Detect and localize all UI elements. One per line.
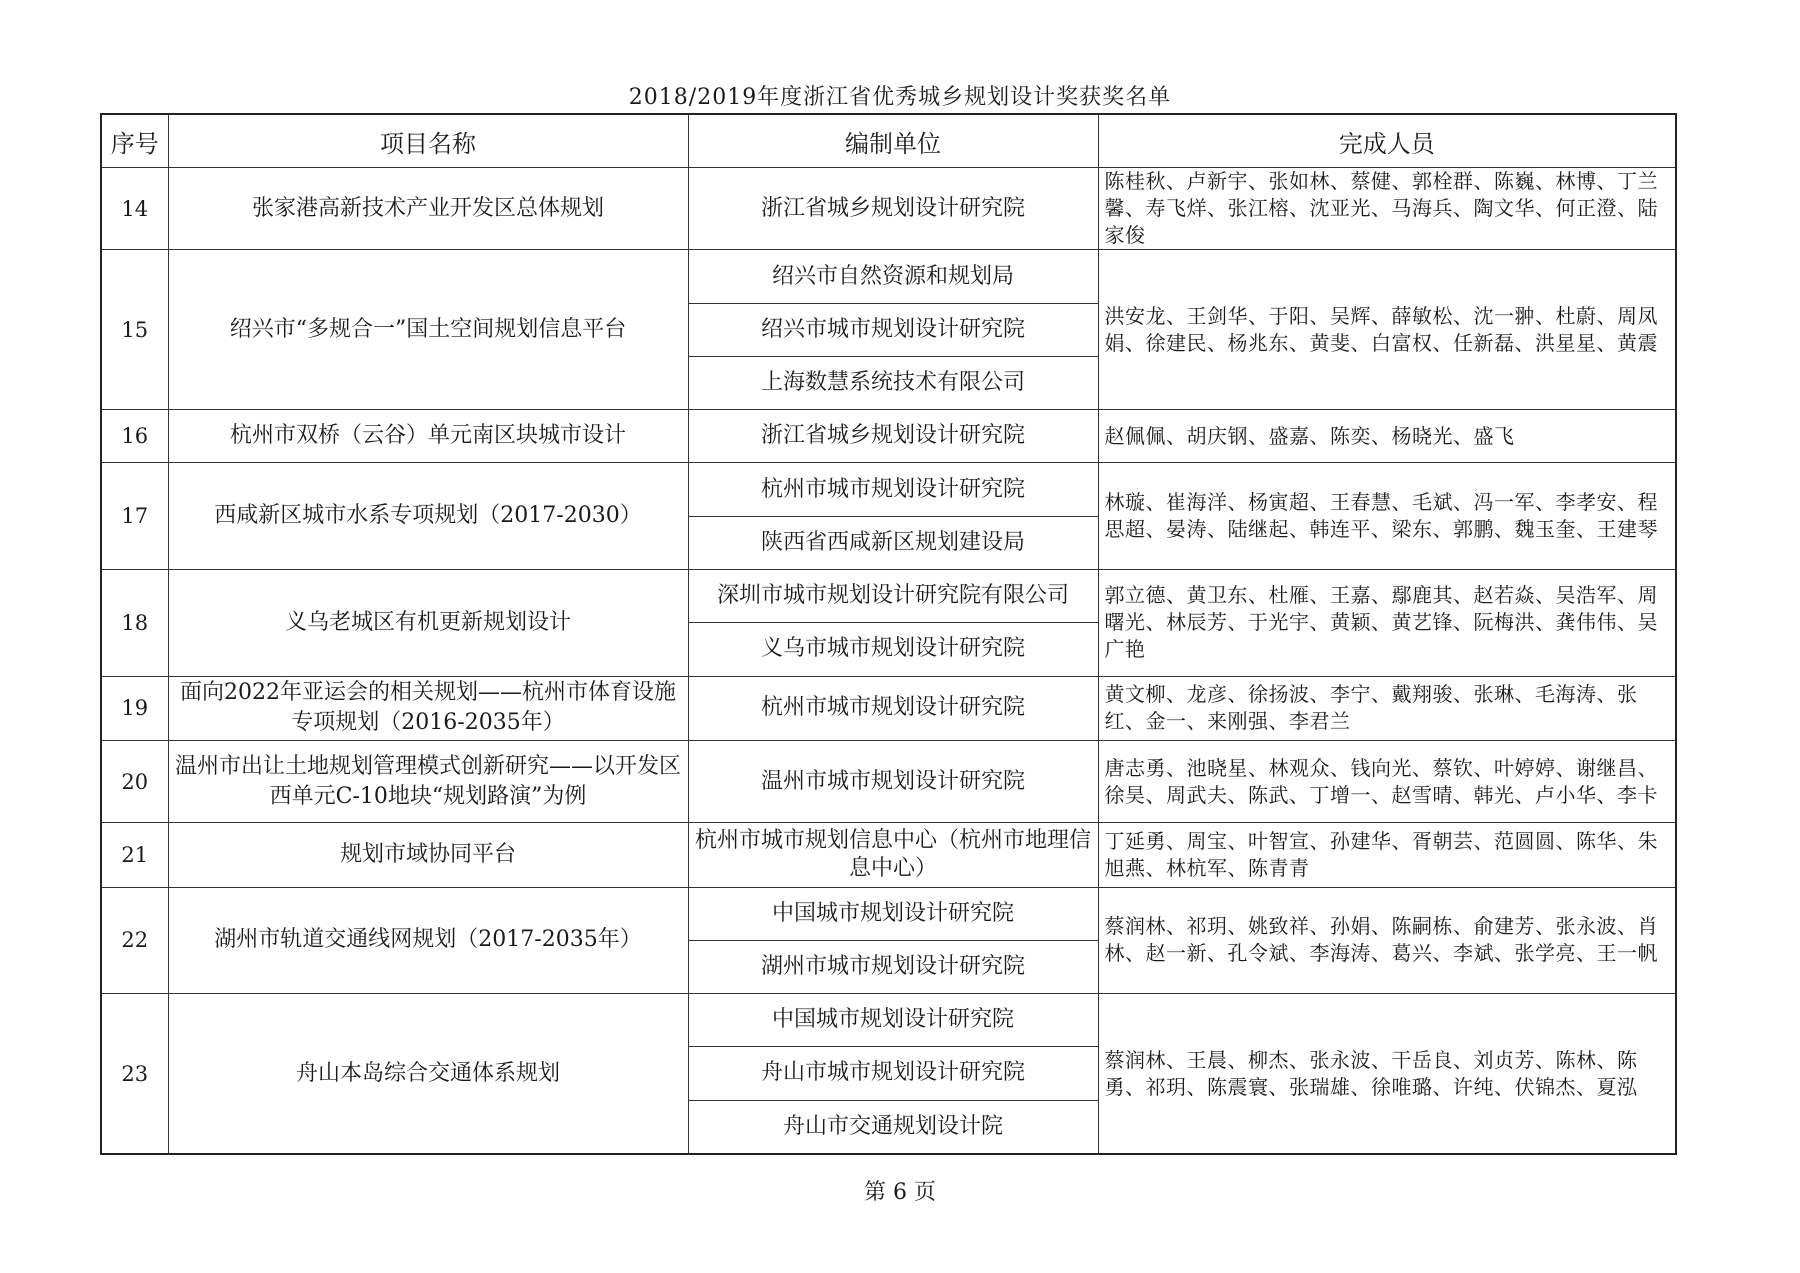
row-seq: 17 [101, 463, 168, 570]
row-unit: 浙江省城乡规划设计研究院 [688, 410, 1098, 463]
table-row [101, 887, 1676, 940]
table-row [101, 250, 1676, 303]
row-unit: 中国城市规划设计研究院 [688, 994, 1098, 1047]
table-row [101, 168, 1676, 250]
row-people: 唐志勇、池晓星、林观众、钱向光、蔡钦、叶婷婷、谢继昌、徐昊、周武夫、陈武、丁增一、赵雪晴、韩光、卢小华、李卡 [1098, 740, 1676, 822]
row-seq: 16 [101, 410, 168, 463]
row-people: 林璇、崔海洋、杨寅超、王春慧、毛斌、冯一军、李孝安、程思超、晏涛、陆继起、韩连平、梁东、郭鹏、魏玉奎、王建琴 [1098, 463, 1676, 570]
award-table [100, 113, 1677, 1155]
row-unit: 舟山市城市规划设计研究院 [688, 1047, 1098, 1100]
row-project: 杭州市双桥（云谷）单元南区块城市设计 [168, 410, 688, 463]
row-people: 黄文柳、龙彦、徐扬波、李宁、戴翔骏、张琳、毛海涛、张红、金一、来刚强、李君兰 [1098, 676, 1676, 740]
table-row [101, 410, 1676, 463]
document-title: 2018/2019年度浙江省优秀城乡规划设计奖获奖名单 [628, 85, 1172, 110]
row-seq: 15 [101, 250, 168, 410]
row-project: 西咸新区城市水系专项规划（2017-2030） [168, 463, 688, 570]
table-row [101, 676, 1676, 740]
row-unit: 杭州市城市规划信息中心（杭州市地理信息中心） [688, 823, 1098, 887]
row-unit: 浙江省城乡规划设计研究院 [688, 168, 1098, 250]
row-seq: 22 [101, 887, 168, 994]
row-seq: 23 [101, 994, 168, 1154]
row-people: 丁延勇、周宝、叶智宣、孙建华、胥朝芸、范圆圆、陈华、朱旭燕、林杭军、陈青青 [1098, 823, 1676, 887]
row-unit: 深圳市城市规划设计研究院有限公司 [688, 570, 1098, 623]
table-header-row [101, 114, 1676, 168]
row-people: 洪安龙、王剑华、于阳、吴辉、薛敏松、沈一翀、杜蔚、周凤娟、徐建民、杨兆东、黄斐、白富权、任新磊、洪星星、黄震 [1098, 250, 1676, 410]
row-people: 赵佩佩、胡庆钢、盛嘉、陈奕、杨晓光、盛飞 [1098, 410, 1676, 463]
header-project: 项目名称 [168, 114, 688, 168]
table-row [101, 740, 1676, 822]
table-row [101, 823, 1676, 887]
row-unit: 温州市城市规划设计研究院 [688, 740, 1098, 822]
row-unit: 舟山市交通规划设计院 [688, 1100, 1098, 1154]
row-project: 面向2022年亚运会的相关规划——杭州市体育设施专项规划（2016-2035年） [168, 676, 688, 740]
row-project: 义乌老城区有机更新规划设计 [168, 570, 688, 677]
row-unit: 中国城市规划设计研究院 [688, 887, 1098, 940]
row-seq: 20 [101, 740, 168, 822]
table-row [101, 570, 1676, 623]
row-people: 蔡润林、王晨、柳杰、张永波、干岳良、刘贞芳、陈林、陈勇、祁玥、陈震寰、张瑞雄、徐唯璐、许纯、伏锦杰、夏泓 [1098, 994, 1676, 1154]
row-project: 张家港高新技术产业开发区总体规划 [168, 168, 688, 250]
row-unit: 杭州市城市规划设计研究院 [688, 676, 1098, 740]
row-project: 绍兴市“多规合一”国土空间规划信息平台 [168, 250, 688, 410]
row-unit: 义乌市城市规划设计研究院 [688, 623, 1098, 676]
row-seq: 19 [101, 676, 168, 740]
row-people: 蔡润林、祁玥、姚致祥、孙娟、陈嗣栋、俞建芳、张永波、肖林、赵一新、孔令斌、李海涛、葛兴、李斌、张学亮、王一帆 [1098, 887, 1676, 994]
row-project: 舟山本岛综合交通体系规划 [168, 994, 688, 1154]
header-people: 完成人员 [1098, 114, 1676, 168]
row-project: 温州市出让土地规划管理模式创新研究——以开发区西单元C-10地块“规划路演”为例 [168, 740, 688, 822]
row-unit: 上海数慧系统技术有限公司 [688, 356, 1098, 409]
row-unit: 绍兴市城市规划设计研究院 [688, 303, 1098, 356]
row-seq: 14 [101, 168, 168, 250]
table-row [101, 994, 1676, 1047]
row-unit: 湖州市城市规划设计研究院 [688, 940, 1098, 993]
page-number: 第 6 页 [864, 1180, 936, 1205]
row-unit: 绍兴市自然资源和规划局 [688, 250, 1098, 303]
table-row [101, 463, 1676, 516]
header-unit: 编制单位 [688, 114, 1098, 168]
row-unit: 陕西省西咸新区规划建设局 [688, 516, 1098, 569]
row-people: 郭立德、黄卫东、杜雁、王嘉、鄢鹿其、赵若焱、吴浩军、周曙光、林辰芳、于光宇、黄颖、黄艺锋、阮梅洪、龚伟伟、吴广艳 [1098, 570, 1676, 677]
row-seq: 21 [101, 823, 168, 887]
row-project: 规划市域协同平台 [168, 823, 688, 887]
header-seq: 序号 [101, 114, 168, 168]
row-unit: 杭州市城市规划设计研究院 [688, 463, 1098, 516]
row-project: 湖州市轨道交通线网规划（2017-2035年） [168, 887, 688, 994]
row-people: 陈桂秋、卢新宇、张如林、蔡健、郭栓群、陈巍、林博、丁兰馨、寿飞烊、张江榕、沈亚光、马海兵、陶文华、何正澄、陆家俊 [1098, 168, 1676, 250]
row-seq: 18 [101, 570, 168, 677]
